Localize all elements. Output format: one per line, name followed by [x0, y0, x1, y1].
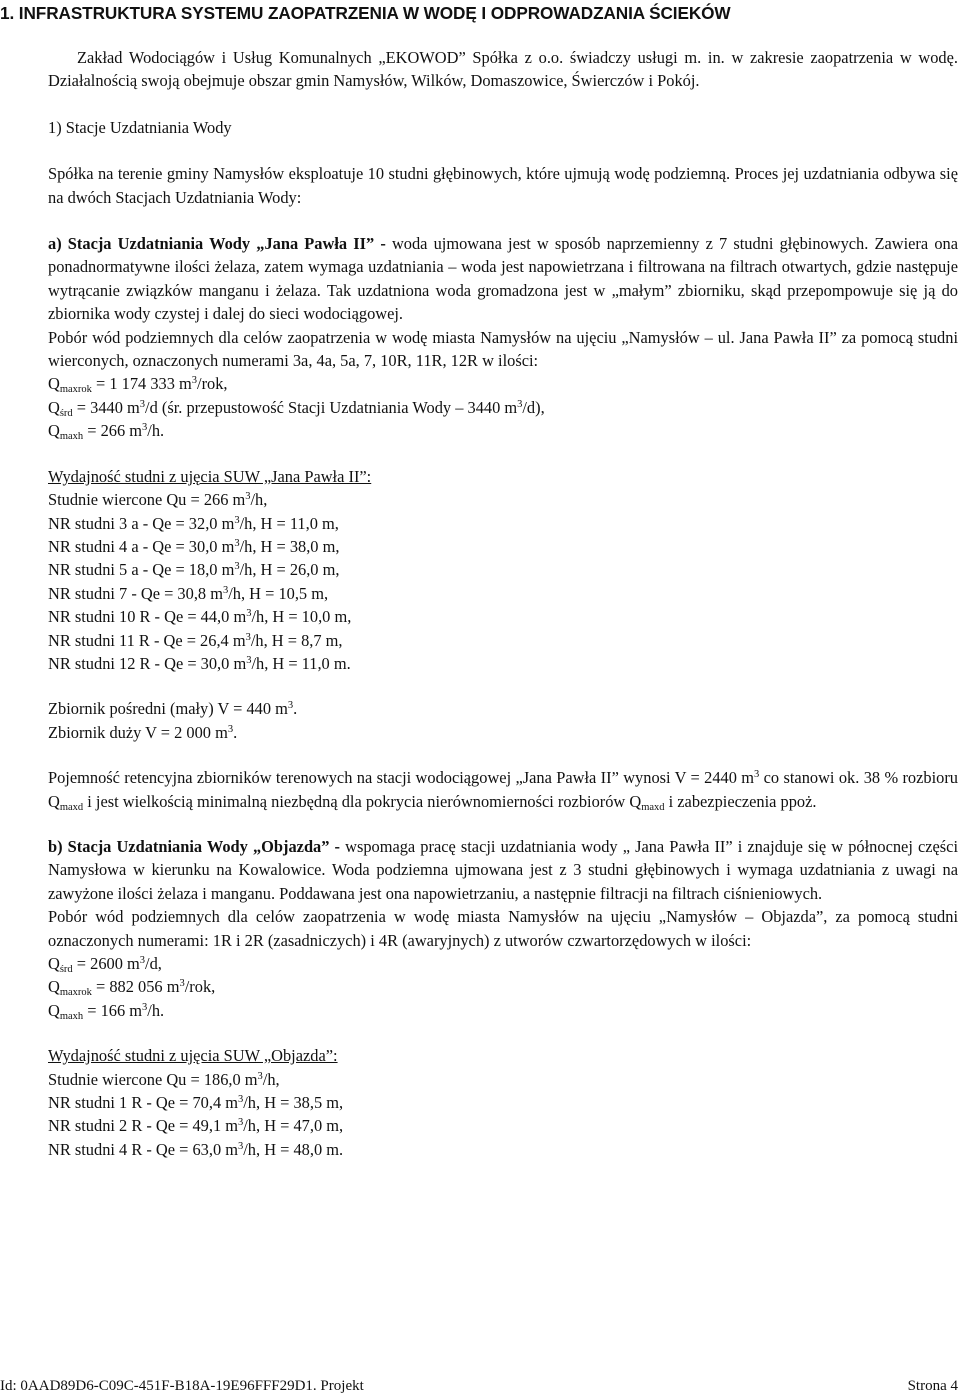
station-b-intake: Pobór wód podziemnych dla celów zaopatrzenia w wodę miasta Namysłów na ujęciu „Namysłów – Objazda”, za pomocą studni oznaczonych numerami: 1R i 2R (zasadniczych) i 4R (awaryjnych) z utworów czwartorzędowych w ilości: [48, 907, 958, 950]
station-a-q-maxrok: $Q_{maxrok} = 1$ 174 333 $m^3$/rok, [48, 374, 228, 396]
well-row: NR studni 10 R - Qe = 44,0 $m^3/h$, H = 10,0 m, [48, 607, 352, 627]
well-row: NR studni 5 a - Qe = 18,0 $m^3/h$, H = 26,0 m, [48, 560, 340, 580]
well-row: NR studni 4 a - Qe = 30,0 $m^3/h$, H = 38,0 m, [48, 536, 340, 556]
station-a-intake: Pobór wód podziemnych dla celów zaopatrzenia w wodę miasta Namysłów na ujęciu „Namysłów – ul. Jana Pawła II” za pomocą studni wierconych, oznaczonych numerami 3a, 4a, 5a, 7, 10R, 11R, 12R w ilości: [48, 327, 958, 371]
station-b-text: wspomaga pracę stacji uzdatniania wody „ Jana Pawła II” i znajduje się w północnej części Namysłowa w kierunku na Kowalowice. Woda podziemna ujmowana jest z 3 studni głębinowych i wymaga uzdatniania z uwagi na zawyżone ilości żelaza i manganu. Poddawana jest ona napowietrzaniu, a następnie filtracji na filtrach ciśnieniowych. [48, 836, 958, 903]
station-a-paragraph [48, 232, 958, 326]
station-a-text: woda ujmowana jest w sposób naprzemienny z 7 studni głębinowych. Zawiera ona ponadnormatywne ilości żelaza, zatem wymaga uzdatniania – woda jest napowietrzana i filtrowana na filtrach otwartych, gdzie następuje wytrącanie związków manganu i żelaza. Tak uzdatniona woda gromadzona jest w „małym” zbiorniku, skąd przepompowuje się ją do zbiornika wody czystej i dalej do sieci wodociągowej. [48, 234, 958, 324]
well-row: NR studni 2 R - Qe = 49,1 $m^3/h$, H = 47,0 m, [48, 1116, 344, 1136]
section1-title: 1) Stacje Uzdatniania Wody [48, 117, 232, 137]
intro-paragraph: Zakład Wodociągów i Usług Komunalnych „EKOWOD” Spółka z o.o. świadczy usługi m. in. w zakresie zaopatrzenia w wodę. Działalnością swoją obejmuje obszar gmin Namysłów, Wilków, Domaszowice, Świerczów i Pokój. [48, 48, 958, 91]
well-row: NR studni 12 R - Qe = 30,0 $m^3/h$, H = 11,0 m. [48, 653, 351, 673]
station-a-label: a) Stacja Uzdatniania Wody „Jana Pawła II” - [48, 234, 386, 254]
station-b-wells-list [48, 1068, 958, 1162]
well-row: NR studni 11 R - Qe = 26,4 $m^3/h$, H = 8,7 m, [48, 630, 343, 650]
station-b-label: b) Stacja Uzdatniania Wody „Objazda” - [48, 836, 341, 856]
station-b-q-maxrok: $Q_{maxrok} = 882$ 056 $m^3$/rok, [48, 977, 216, 999]
tank-large: Zbiornik duży V = 2 000 $m^3$. [48, 722, 238, 742]
station-b-q-srd: $Q_{śrd} = 2600$ $m^3/d$, [48, 954, 162, 975]
well-row: Studnie wiercone Qu = 186,0 $m^3/h$, [48, 1069, 280, 1089]
station-b-wells-title: Wydajność studni z ujęcia SUW „Objazda”: [48, 1046, 338, 1066]
well-row: NR studni 1 R - Qe = 70,4 $m^3/h$, H = 38,5 m, [48, 1093, 344, 1113]
station-b-q-maxh: $Q_{maxh} = 166$ $m^3/h$. [48, 1000, 165, 1022]
document-id: Id: 0AAD89D6-C09C-451F-B18A-19E96FFF29D1. Projekt [0, 1378, 364, 1394]
page-number: Strona 4 [907, 1378, 958, 1394]
section-heading: 1. INFRASTRUKTURA SYSTEMU ZAOPATRZENIA W WODĘ I ODPROWADZANIA ŚCIEKÓW [0, 3, 731, 23]
well-row: Studnie wiercone Qu = 266 $m^3/h$, [48, 490, 268, 510]
well-row: NR studni 4 R - Qe = 63,0 $m^3/h$, H = 48,0 m. [48, 1139, 344, 1159]
station-a-q-maxh: $Q_{maxh} = 266$ $m^3/h$. [48, 421, 165, 443]
station-a-wells-title: Wydajność studni z ujęcia SUW „Jana Pawła II”: [48, 466, 372, 486]
well-row: NR studni 3 a - Qe = 32,0 $m^3/h$, H = 11,0 m, [48, 513, 339, 533]
well-row: NR studni 7 - Qe = 30,8 $m^3/h$, H = 10,5 m, [48, 583, 329, 603]
tank-intermediate: Zbiornik pośredni (mały) V = 440 $m^3$. [48, 699, 298, 719]
station-a-q-srd: $Q_{śrd} = 3440$ $m^3/d$ (śr. przepustowość Stacji Uzdatniania Wody – 3440 $m^3/d$), [48, 397, 545, 419]
station-b-paragraph [48, 835, 958, 905]
station-a-wells-list [48, 488, 958, 675]
section1-paragraph: Spółka na terenie gminy Namysłów eksploatuje 10 studni głębinowych, które ujmują wodę podziemną. Proces jej uzdatniania odbywa się na dwóch Stacjach Uzdatniania Wody: [48, 164, 958, 207]
retention-paragraph: Pojemność retencyjna zbiorników terenowych na stacji wodociągowej „Jana Pawła II” wynosi V = 2440 $m^3$ co stanowi ok. 38 % rozbioru $Q_{maxd}$ i jest wielkością minimalną niezbędną dla pokrycia nierównomierności rozbiorów $Q_{maxd}$ i zabezpieczenia ppoż. [48, 768, 958, 813]
page-content [48, 46, 958, 1161]
